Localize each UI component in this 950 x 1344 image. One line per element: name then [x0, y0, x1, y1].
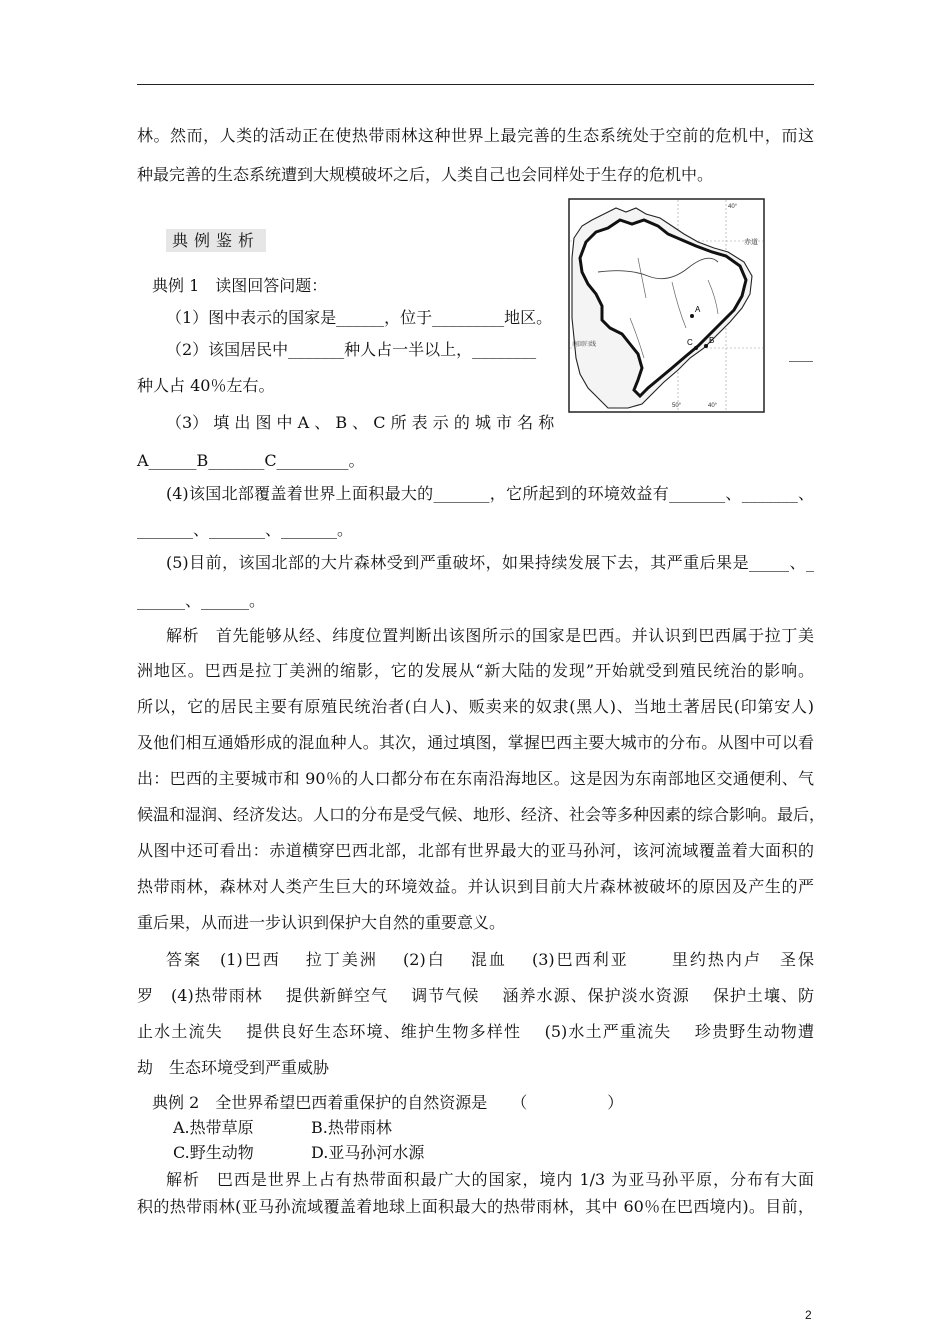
- example2-option-a: A.热带草原: [173, 1118, 254, 1137]
- section-title: 典例鉴析: [166, 231, 266, 251]
- answer1-line: 罗 (4)热带雨林 提供新鲜空气 调节气候 涵养水源、保护淡水资源 保护土壤、防: [137, 986, 814, 1005]
- analysis1-line: 解析 首先能够从经、纬度位置判断出该图所示的国家是巴西。并认识到巴西属于拉丁美: [166, 626, 814, 645]
- city-label-a: A: [695, 305, 701, 314]
- lon-label-bottom-2: 40°: [708, 403, 718, 409]
- analysis1-line: 候温和湿润、经济发达。人口的分布是受气候、地形、经济、社会等多种因素的综合影响。最后，: [137, 805, 826, 824]
- intro-line-2: 种最完善的生态系统遭到大规模破坏之后，人类自己也会同样处于生存的危机中。: [137, 165, 714, 184]
- analysis1-line: 出：巴西的主要城市和 90％的人口都分布在东南沿海地区。这是因为东南部地区交通便利、气: [137, 769, 814, 788]
- page-number: 2: [805, 1308, 812, 1322]
- analysis2-line: 积的热带雨林(亚马孙流域覆盖着地球上面积最大的热带雨林，其中 60％在巴西境内)。目前，: [137, 1197, 814, 1216]
- example1-q1: （1）图中表示的国家是______，位于_________地区。: [166, 308, 553, 327]
- example1-q5-part2: ______、______。: [137, 591, 266, 610]
- equator-label: 赤道: [744, 239, 758, 246]
- header-rule: [137, 84, 814, 85]
- brazil-map: [568, 198, 765, 413]
- city-b-dot: [704, 344, 708, 348]
- city-c-dot: [694, 346, 698, 350]
- lon-label-bottom-1: 50°: [672, 403, 682, 409]
- analysis1-line: 重后果，从而进一步认识到保护大自然的重要意义。: [137, 913, 506, 932]
- city-a-dot: [690, 314, 694, 318]
- analysis2-line: 解析 巴西是世界上占有热带面积最广大的国家，境内 1/3 为亚马孙平原，分布有大面: [166, 1170, 814, 1189]
- example2-option-c: C.野生动物: [173, 1143, 254, 1162]
- tropic-label: 南回归线: [572, 342, 597, 348]
- example1-q4-part1: (4)该国北部覆盖着世界上面积最大的_______，它所起到的环境效益有_______、_______、: [166, 484, 814, 503]
- analysis1-line: 洲地区。巴西是拉丁美洲的缩影，它的发展从“新大陆的发现”开始就受到殖民统治的影响。: [137, 661, 814, 680]
- example1-q2-part1: （2）该国居民中_______种人占一半以上，________: [166, 340, 537, 359]
- example1-title: 典例 1 读图回答问题：: [152, 276, 328, 295]
- answer1-line: 劫 生态环境受到严重威胁: [137, 1058, 330, 1077]
- analysis1-line: 热带雨林，森林对人类产生巨大的环境效益。并认识到目前大片森林被破坏的原因及产生的严: [137, 877, 814, 896]
- city-label-c: C: [687, 338, 693, 347]
- example2-title: 典例 2 全世界希望巴西着重保护的自然资源是 （ ）: [152, 1093, 624, 1112]
- example1-q4-part2: _______、_______、_______。: [137, 520, 354, 539]
- example1-q3-part1: （3） 填 出 图 中 A 、 B 、 C 所 表 示 的 城 市 名 称: [166, 413, 555, 432]
- lon-label-top: 40°: [728, 204, 738, 210]
- example2-option-d: D.亚马孙河水源: [311, 1143, 425, 1162]
- example1-q2-tail: ___: [789, 343, 813, 362]
- city-label-b: B: [709, 336, 715, 345]
- analysis1-line: 从图中还可看出：赤道横穿巴西北部，北部有世界最大的亚马孙河，该河流域覆盖着大面积的: [137, 841, 814, 860]
- answer1-line: 止水土流失 提供良好生态环境、维护生物多样性 (5)水土严重流失 珍贵野生动物遭: [137, 1022, 814, 1041]
- answer1-line: 答案 (1)巴西 拉丁美洲 (2)白 混血 (3)巴西利亚 里约热内卢 圣保: [166, 950, 814, 969]
- example1-q5-part1: (5)目前，该国北部的大片森林受到严重破坏，如果持续发展下去，其严重后果是_____、_: [166, 553, 814, 572]
- analysis1-line: 所以，它的居民主要有原殖民统治者(白人)、贩卖来的奴隶(黑人)、当地土著居民(印第安人): [137, 697, 814, 716]
- intro-line-1: 林。然而，人类的活动正在使热带雨林这种世界上最完善的生态系统处于空前的危机中，而这: [137, 126, 814, 145]
- example2-option-b: B.热带雨林: [311, 1118, 392, 1137]
- analysis1-line: 及他们相互通婚形成的混血种人。其次，通过填图，掌握巴西主要大城市的分布。从图中可以看: [137, 733, 814, 752]
- example1-q2-part2: 种人占 40％左右。: [137, 376, 275, 395]
- example1-q3-part2: A______B_______C_________。: [137, 451, 365, 470]
